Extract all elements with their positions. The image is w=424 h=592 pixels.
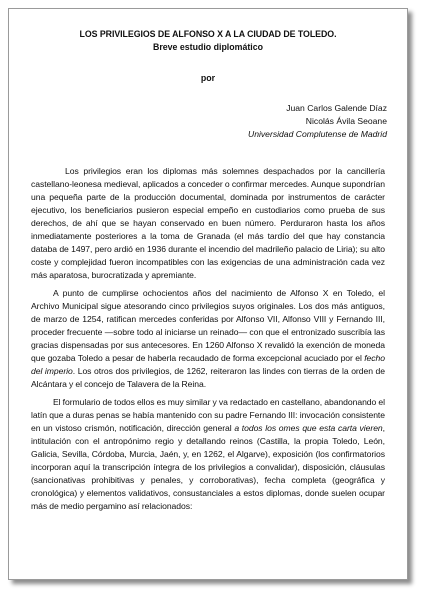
document-page — [8, 8, 408, 580]
paragraph — [31, 165, 385, 282]
paragraph-text: A punto de cumplirse ochocientos años del nacimiento de Alfonso X en Toledo, el Archivo Municipal sigue atesorando cinco privilegios suyos originales. Los dos más antiguos, de marzo de 1254, ratifican mercedes conferidas por Alfonso VII, Alfonso VIII y Fernando III, proceder frecuente —sobre todo al iniciarse un reinado— con que el entronizado suscribía las gracias dispensadas por sus antecesores. En 1260 Alfonso X revalidó la exención de moneda que gozaba Toledo a pesar de haberla recaudado de forma excepcional acuciado por el — [31, 288, 385, 363]
document-title: LOS PRIVILEGIOS DE ALFONSO X A LA CIUDAD DE TOLEDO. — [79, 29, 337, 39]
paragraph-text: . Los otros dos privilegios, de 1262, reiteraron las lindes con tierras de la orden de Alcántara y el concejo de Talavera de la Reina. — [31, 366, 385, 389]
paragraph-text: , intitulación con el antropónimo regio y detallando reinos (Castilla, la propia Toledo, León, Galicia, Sevilla, Córdoba, Murcia, Jaén, y, en 1262, el Algarve), exposición (los confirmatorios incorporan aquí la transcripción íntegra de los privilegios a convalidar), disposición, cláusulas (sancionativas prohibitivas y penales, y corroborativas), fecha completa (geográfica y cronológica) y elementos validativos, consustanciales a estos diplomas, donde suelen ocupar más de medio pergamino así relacionados: — [31, 423, 385, 511]
author-institution: Universidad Complutense de Madrid — [247, 129, 387, 139]
byline-por: por — [200, 73, 216, 83]
document-subtitle: Breve estudio diplomático — [153, 42, 263, 52]
document-body — [31, 165, 385, 518]
author-name: Nicolás Ávila Seoane — [305, 116, 387, 126]
paragraph — [31, 396, 385, 513]
author-block — [248, 102, 387, 141]
paragraph-text: Los privilegios eran los diplomas más solemnes despachados por la cancillería castellano-leonesa medieval, aplicados a conceder o confirmar mercedes. Aunque supondrían una pequeña parte de la producción documental, dominada por instrumentos de carácter ejecutivo, los beneficiarios pusieron especial empeño en custodiarios como prueba de sus derechos, de ahí que se hayan conservado en buen número. Perduraron hasta los años inmediatamente posteriores a la toma de Granada (el más tardío del que hay constancia databa de 1497, pero ardió en 1936 durante el incendio del madrileño palacio de Liria); su alto coste y complejidad fueron incompatibles con las exigencias de una administración cada vez más aparatosa, burocratizada y apremiante. — [31, 166, 385, 280]
author-name: Juan Carlos Galende Díaz — [286, 103, 387, 113]
paragraph-italic-text: a todos los omes que esta carta vieren — [234, 423, 383, 433]
paragraph-text: El formulario de todos ellos es muy similar y va redactado en castellano, abandonando el latín que a duras penas se había mantenido con su padre Fernando III: invocación consistente en un vistoso crismón, notificación, dirección general — [31, 397, 385, 433]
paragraph — [31, 287, 385, 391]
paragraph-italic-text: fecho del imperio — [31, 353, 385, 376]
